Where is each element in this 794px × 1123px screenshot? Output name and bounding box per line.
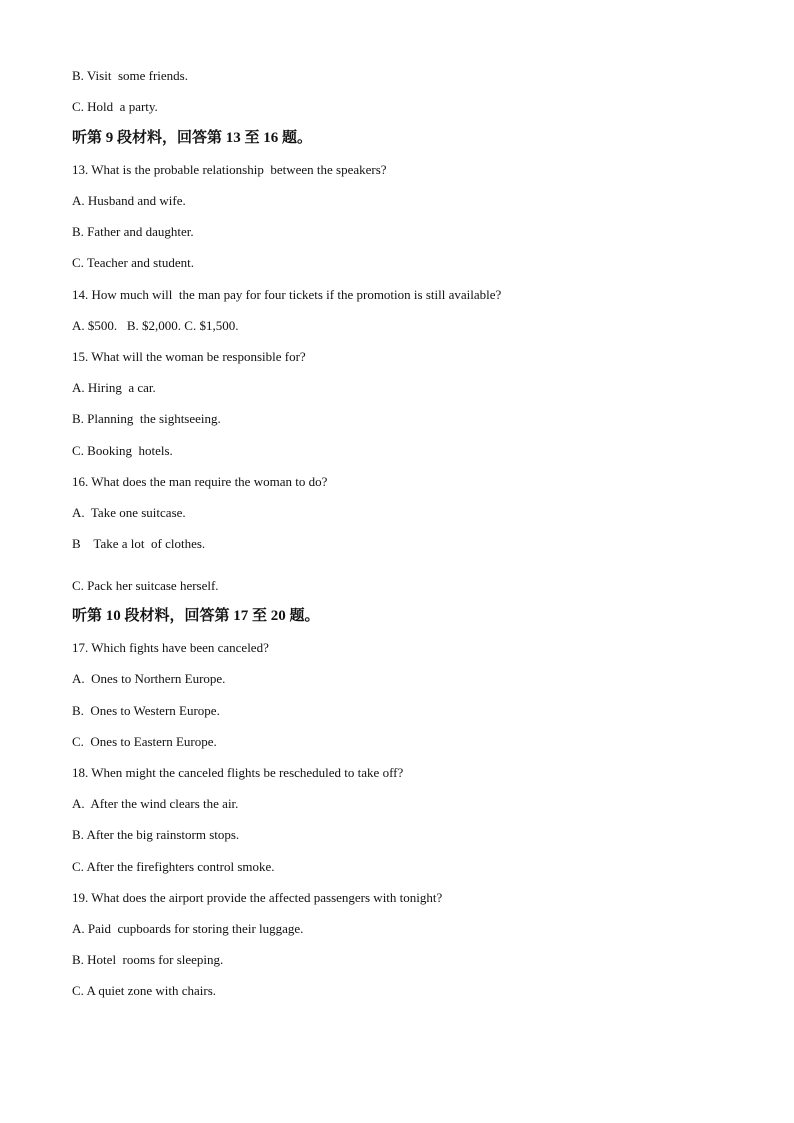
options-14: A. $500. B. $2,000. C. $1,500. [72,318,239,333]
option-16b: B Take a lot of clothes. [72,536,206,551]
question-13: 13. What is the probable relationship between the speakers? [72,162,387,177]
question-19: 19. What does the airport provide the affected passengers with tonight? [72,890,443,905]
section-heading-9: 听第 9 段材料，回答第 13 至 16 题。 [72,130,313,146]
question-17: 17. Which fights have been canceled? [72,640,269,655]
option-19a: A. Paid cupboards for storing their luggage. [72,921,304,936]
question-18: 18. When might the canceled flights be rescheduled to take off? [72,765,404,780]
option-17c: C. Ones to Eastern Europe. [72,734,217,749]
option-15a: A. Hiring a car. [72,380,156,395]
option-12b: B. Visit some friends. [72,68,188,83]
question-14: 14. How much will the man pay for four tickets if the promotion is still available? [72,287,502,302]
option-19b: B. Hotel rooms for sleeping. [72,952,224,967]
option-12c: C. Hold a party. [72,99,158,114]
option-15b: B. Planning the sightseeing. [72,411,221,426]
question-16: 16. What does the man require the woman to do? [72,474,328,489]
option-15c: C. Booking hotels. [72,443,173,458]
option-16c: C. Pack her suitcase herself. [72,578,219,593]
option-17b: B. Ones to Western Europe. [72,703,220,718]
option-19c: C. A quiet zone with chairs. [72,983,217,998]
option-18a: A. After the wind clears the air. [72,796,239,811]
section-heading-10: 听第 10 段材料，回答第 17 至 20 题。 [72,608,320,624]
option-13b: B. Father and daughter. [72,224,194,239]
option-13c: C. Teacher and student. [72,255,194,270]
option-17a: A. Ones to Northern Europe. [72,671,226,686]
question-15: 15. What will the woman be responsible for? [72,349,306,364]
option-18b: B. After the big rainstorm stops. [72,827,240,842]
option-18c: C. After the firefighters control smoke. [72,859,275,874]
option-13a: A. Husband and wife. [72,193,186,208]
option-16a: A. Take one suitcase. [72,505,186,520]
